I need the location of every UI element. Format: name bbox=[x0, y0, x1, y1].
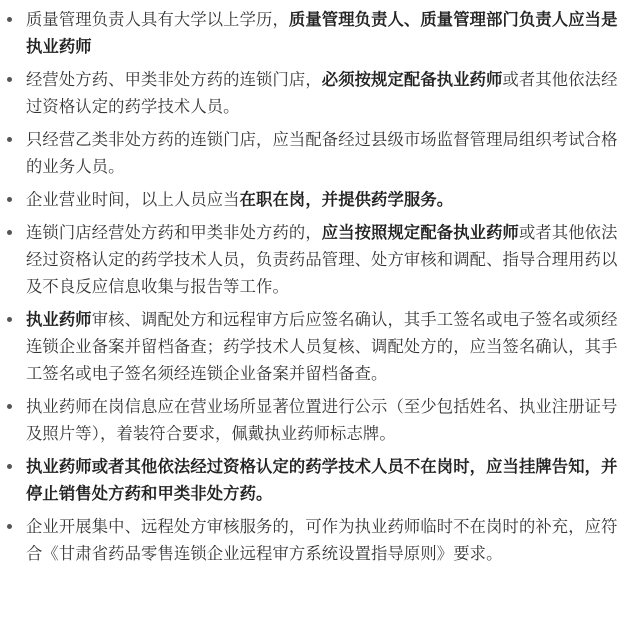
item-text-bold: 执业药师 bbox=[26, 310, 92, 329]
item-text: 质量管理负责人具有大学以上学历， bbox=[26, 10, 289, 29]
item-text: 企业开展集中、远程处方审核服务的，可作为执业药师临时不在岗时的补充，应符合《甘肃省药品零售连锁企业远程审方系统设置指导原则》要求。 bbox=[26, 517, 618, 563]
item-text-bold: 执业药师或者其他依法经过资格认定的药学技术人员不在岗时，应当挂牌告知，并停止销售处方药和甲类非处方药。 bbox=[26, 457, 618, 503]
item-text: 连锁门店经营处方药和甲类非处方药的， bbox=[26, 223, 322, 242]
item-text-bold: 必须按规定配备执业药师 bbox=[321, 70, 503, 89]
list-item bbox=[0, 387, 632, 447]
bullet-icon bbox=[7, 404, 12, 409]
bullet-icon bbox=[7, 197, 12, 202]
bullet-icon bbox=[7, 137, 12, 142]
bullet-icon bbox=[7, 524, 12, 529]
item-text: 经营处方药、甲类非处方药的连锁门店， bbox=[26, 70, 322, 89]
bullet-icon bbox=[7, 464, 12, 469]
item-text-bold: 在职在岗，并提供药学服务。 bbox=[239, 190, 454, 209]
list-item bbox=[0, 213, 632, 300]
item-text: 执业药师在岗信息应在营业场所显著位置进行公示（至少包括姓名、执业注册证号及照片等），着装符合要求，佩戴执业药师标志牌。 bbox=[26, 397, 618, 443]
bullet-icon bbox=[7, 230, 12, 235]
bullet-icon bbox=[7, 77, 12, 82]
item-text: 企业营业时间，以上人员应当 bbox=[26, 190, 240, 209]
list-item bbox=[0, 447, 632, 507]
list-item bbox=[0, 120, 632, 180]
bullet-icon bbox=[7, 317, 12, 322]
list-item bbox=[0, 60, 632, 120]
item-text: 审核、调配处方和远程审方后应签名确认，其手工签名或电子签名或须经连锁企业备案并留档备查；药学技术人员复核、调配处方的，应当签名确认，其手工签名或电子签名须经连锁企业备案并留档备查。 bbox=[26, 310, 618, 383]
item-text: 或者其他依法经过资格认定的药学技术人员。 bbox=[26, 70, 618, 116]
list-item bbox=[0, 507, 632, 567]
item-text-bold: 应当按照规定配备执业药师 bbox=[321, 223, 519, 242]
list-item bbox=[0, 180, 632, 213]
item-text-bold: 质量管理负责人、质量管理部门负责人应当是执业药师 bbox=[26, 10, 618, 56]
item-text: 只经营乙类非处方药的连锁门店，应当配备经过县级市场监督管理局组织考试合格的业务人员。 bbox=[26, 130, 618, 176]
item-text: 或者其他依法经过资格认定的药学技术人员，负责药品管理、处方审核和调配、指导合理用药以及不良反应信息收集与报告等工作。 bbox=[26, 223, 618, 296]
list-item bbox=[0, 0, 632, 60]
bullet-icon bbox=[7, 17, 12, 22]
list-item bbox=[0, 300, 632, 387]
